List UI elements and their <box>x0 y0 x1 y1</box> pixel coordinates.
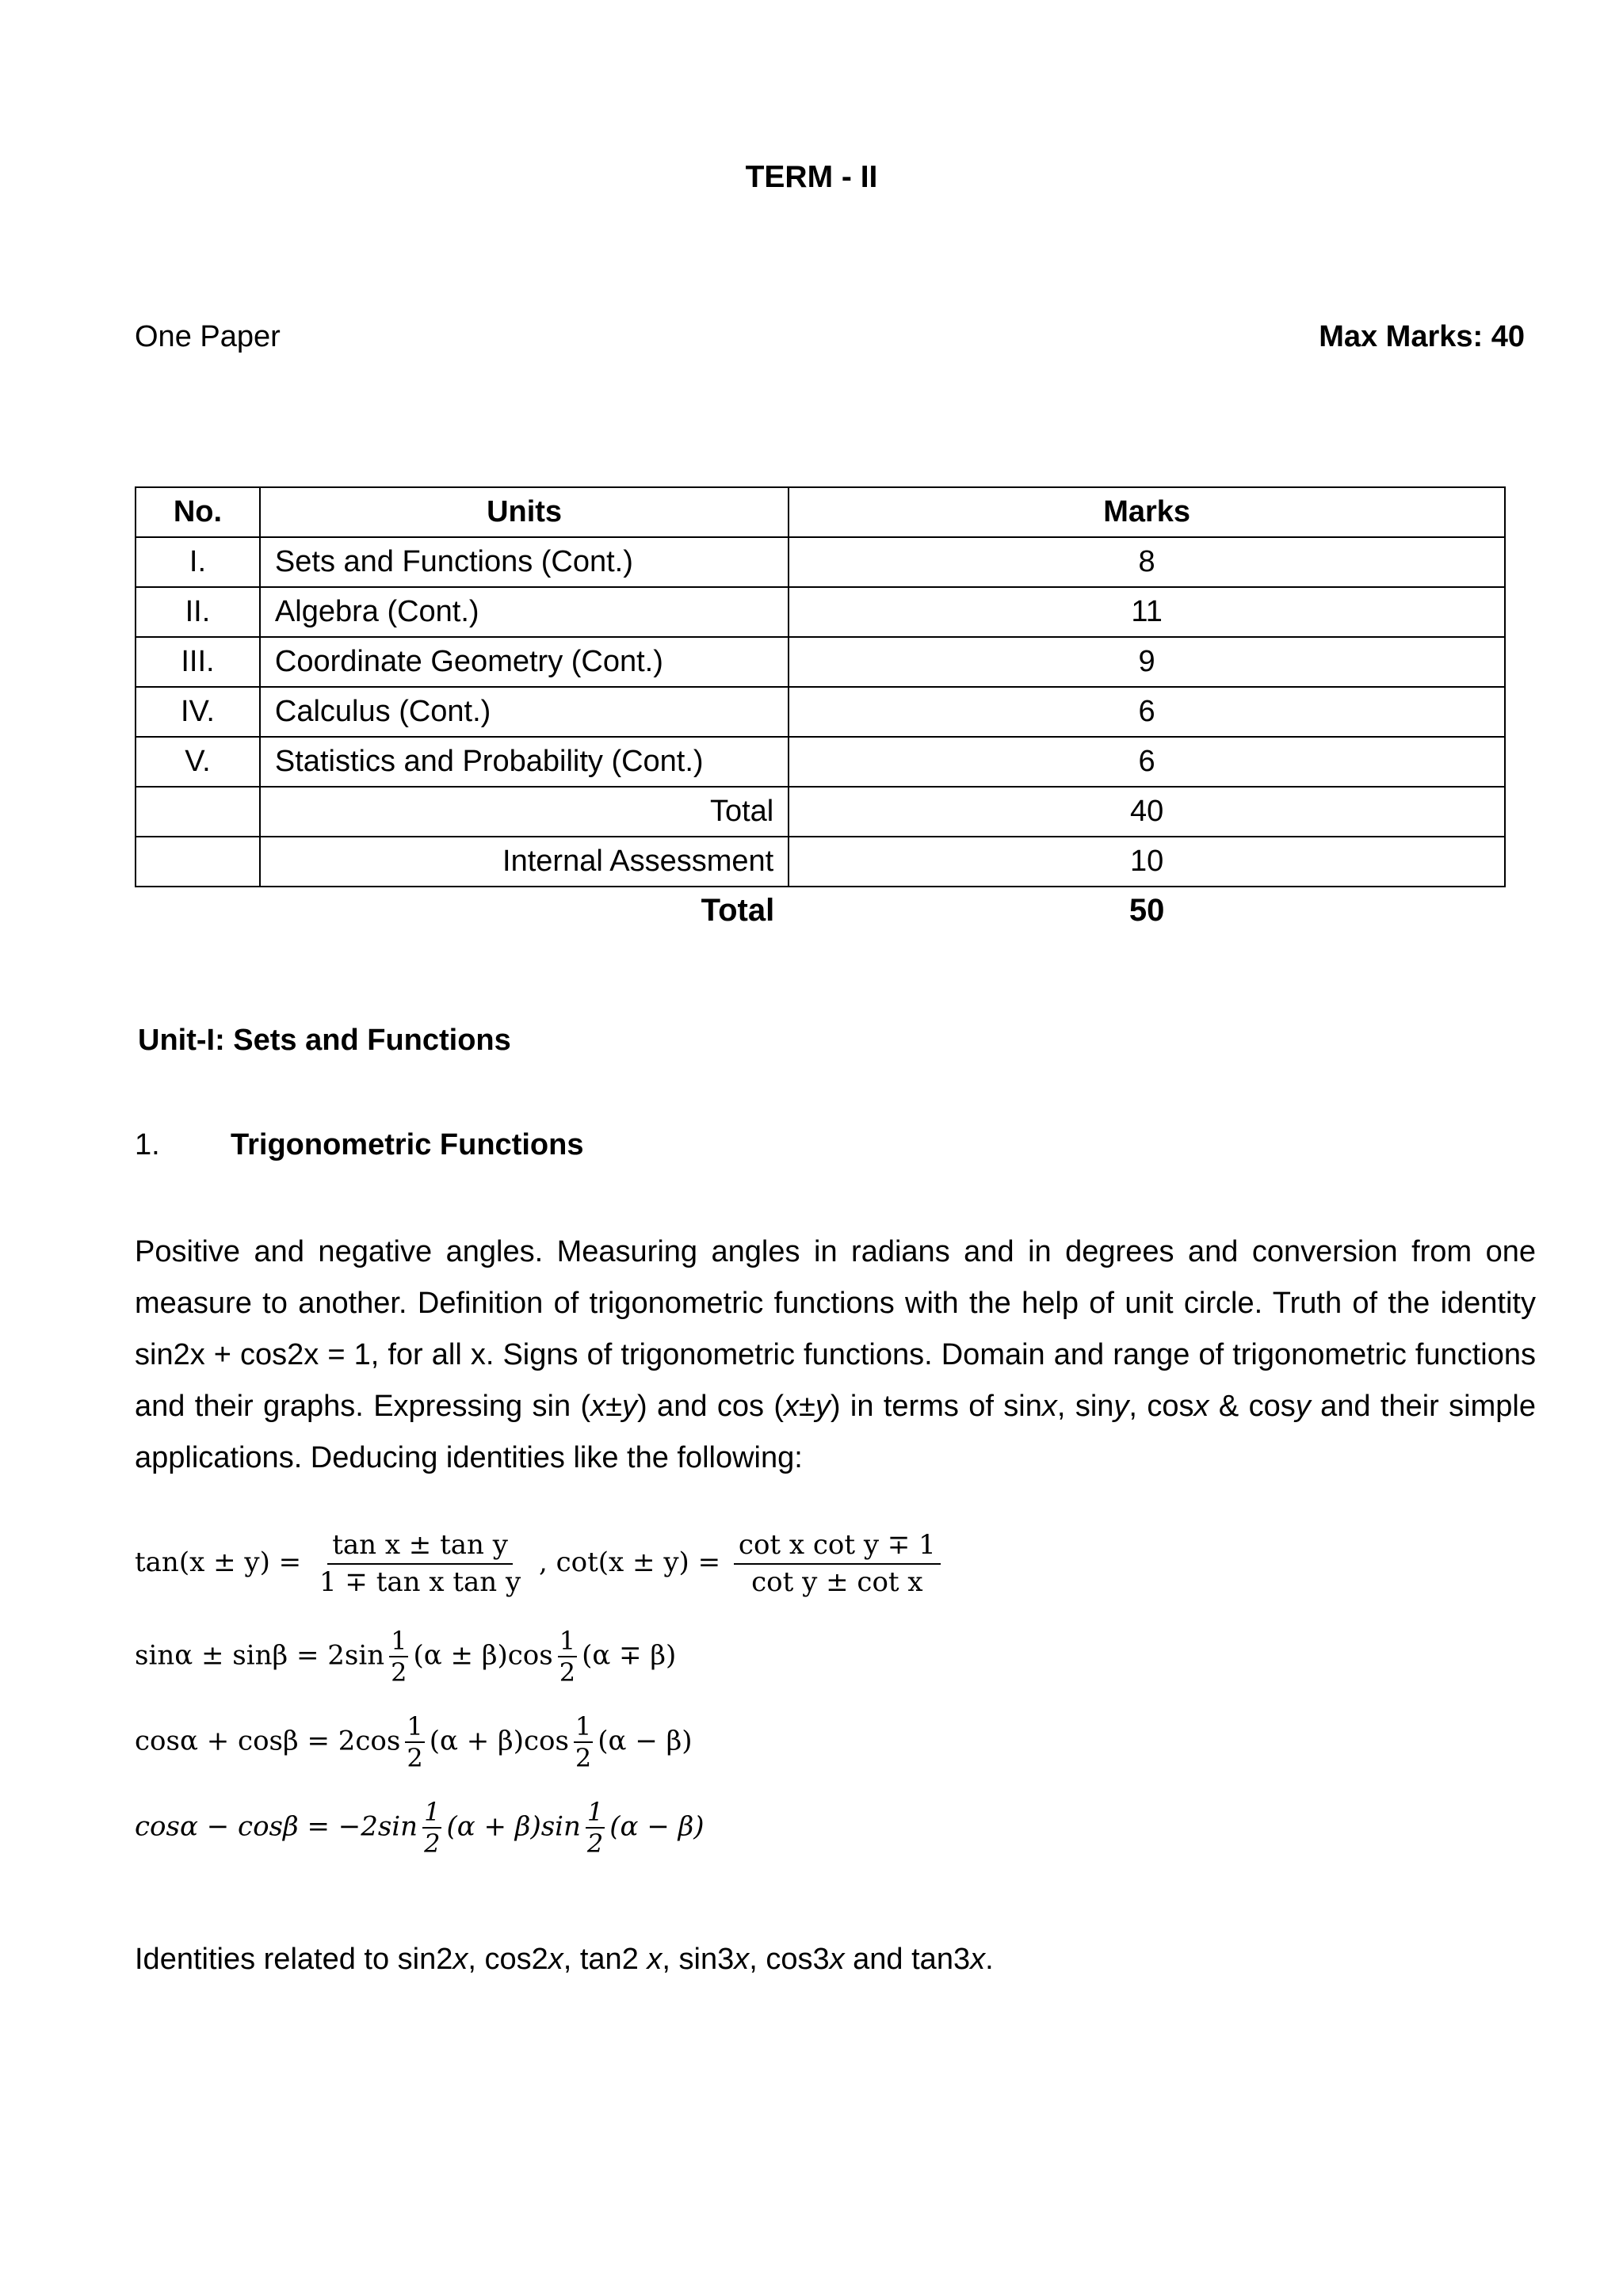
formula-text: (α + β)cos <box>429 1725 569 1757</box>
line-text: , sin3 <box>662 1943 735 1976</box>
line-var: x <box>829 1943 845 1976</box>
formula-cos-sum <box>135 1711 693 1774</box>
row-marks: 11 <box>789 587 1505 637</box>
denominator: 2 <box>407 1743 423 1774</box>
row-unit: Sets and Functions (Cont.) <box>260 537 789 587</box>
formula-text: (α − β) <box>609 1810 705 1843</box>
formula-text: cosα − cosβ = −2sin <box>135 1810 418 1843</box>
description-paragraph <box>135 1226 1536 1484</box>
line-text: and tan3 <box>844 1943 971 1976</box>
denominator: 2 <box>575 1743 592 1774</box>
denominator: 1 ∓ tan x tan y <box>319 1566 521 1598</box>
paper-label: One Paper <box>135 320 281 353</box>
row-no: III. <box>136 637 260 687</box>
formula-text: (α ∓ β) <box>582 1639 677 1672</box>
denominator: cot y ± cot x <box>751 1566 923 1598</box>
para-text: & cos <box>1209 1390 1296 1423</box>
table-row <box>136 737 1505 787</box>
half-fraction <box>558 1626 577 1688</box>
fraction <box>734 1529 941 1599</box>
numerator: 1 <box>405 1711 424 1743</box>
half-fraction <box>389 1626 408 1688</box>
formula-text: (α + β)sin <box>446 1810 581 1843</box>
formula-text: (α − β) <box>598 1725 693 1757</box>
table-row <box>136 537 1505 587</box>
numerator: cot x cot y ∓ 1 <box>734 1529 941 1565</box>
half-fraction <box>586 1797 605 1859</box>
page-title: TERM - II <box>745 160 878 194</box>
grand-total-label: Total <box>701 893 775 928</box>
unit-heading: Unit-I: Sets and Functions <box>138 1024 511 1057</box>
table-row <box>136 637 1505 687</box>
internal-assessment-row <box>136 837 1505 887</box>
para-var: y <box>1113 1390 1129 1423</box>
identities-line <box>135 1943 994 1977</box>
denominator: 2 <box>559 1657 576 1688</box>
line-text: , cos3 <box>749 1943 830 1976</box>
para-var: x±y <box>590 1390 638 1423</box>
denominator: 2 <box>424 1829 441 1859</box>
para-text: ) in terms of sin <box>830 1390 1042 1423</box>
para-text: and their simple applications. Deducing identities like the following: <box>135 1390 1536 1474</box>
half-fraction <box>422 1797 441 1859</box>
max-marks: Max Marks: 40 <box>1319 320 1525 353</box>
para-var: x±y <box>784 1390 831 1423</box>
line-text: , cos2 <box>468 1943 548 1976</box>
row-unit: Coordinate Geometry (Cont.) <box>260 637 789 687</box>
section-number: 1. <box>135 1128 160 1161</box>
line-var: x <box>548 1943 563 1976</box>
table-header-row <box>136 487 1505 537</box>
para-text: , sin <box>1056 1390 1114 1423</box>
line-text: , tan2 <box>563 1943 647 1976</box>
internal-assessment-label: Internal Assessment <box>260 837 789 887</box>
marks-table <box>135 486 1506 934</box>
total-label: Total <box>260 787 789 837</box>
denominator: 2 <box>391 1657 407 1688</box>
row-unit: Algebra (Cont.) <box>260 587 789 637</box>
para-text: , cos <box>1128 1390 1194 1423</box>
line-var: x <box>970 1943 986 1976</box>
formula-cos-diff <box>135 1797 705 1859</box>
formula-text: tan(x ± y) = <box>135 1546 302 1578</box>
formula-text: , cot(x ± y) = <box>538 1546 721 1578</box>
row-unit: Statistics and Probability (Cont.) <box>260 737 789 787</box>
table-row <box>136 587 1505 637</box>
line-var: x <box>734 1943 750 1976</box>
half-fraction <box>574 1711 593 1774</box>
empty-cell <box>136 787 260 837</box>
grand-total-value: 50 <box>1128 893 1165 928</box>
denominator: 2 <box>586 1829 604 1859</box>
numerator: 1 <box>574 1711 593 1743</box>
half-fraction <box>405 1711 424 1774</box>
row-marks: 9 <box>789 637 1505 687</box>
para-var: x <box>1193 1390 1209 1423</box>
internal-assessment-value: 10 <box>789 837 1505 887</box>
numerator: 1 <box>422 1797 441 1829</box>
total-value: 40 <box>789 787 1505 837</box>
total-row <box>136 787 1505 837</box>
header-units: Units <box>260 487 789 537</box>
row-no: IV. <box>136 687 260 737</box>
empty-cell <box>136 837 260 887</box>
fraction <box>315 1529 525 1599</box>
formula-text: (α ± β)cos <box>413 1639 553 1672</box>
grand-total-row <box>136 887 1505 934</box>
para-text: ) and cos ( <box>637 1390 785 1423</box>
line-var: x <box>453 1943 468 1976</box>
empty-cell <box>136 887 260 934</box>
row-unit: Calculus (Cont.) <box>260 687 789 737</box>
row-marks: 8 <box>789 537 1505 587</box>
numerator: tan x ± tan y <box>327 1529 513 1565</box>
numerator: 1 <box>558 1626 577 1657</box>
row-no: V. <box>136 737 260 787</box>
line-text: . <box>985 1943 994 1976</box>
line-text: Identities related to sin2 <box>135 1943 453 1976</box>
row-marks: 6 <box>789 737 1505 787</box>
para-var: x <box>1041 1390 1057 1423</box>
formula-tan-cot <box>135 1529 945 1599</box>
row-marks: 6 <box>789 687 1505 737</box>
row-no: II. <box>136 587 260 637</box>
formula-sin-sum <box>135 1626 676 1688</box>
header-no: No. <box>136 487 260 537</box>
para-var: y <box>1295 1390 1311 1423</box>
numerator: 1 <box>389 1626 408 1657</box>
line-var: x <box>647 1943 663 1976</box>
header-marks: Marks <box>789 487 1505 537</box>
numerator: 1 <box>586 1797 605 1829</box>
row-no: I. <box>136 537 260 587</box>
section-title: Trigonometric Functions <box>231 1128 584 1161</box>
table-row <box>136 687 1505 737</box>
para-text: Positive and negative angles. Measuring angles in radians and in degrees and conversion from one measure to another. Definition of trigonometric functions with the help of unit circle. Truth of the identity sin2x + cos2x = 1, for all x. Signs of trigonometric functions. Domain and range of trigonometric functions and their graphs. Expressing sin ( <box>135 1235 1536 1423</box>
formula-text: sinα ± sinβ = 2sin <box>135 1639 385 1672</box>
formula-text: cosα + cosβ = 2cos <box>135 1725 401 1757</box>
